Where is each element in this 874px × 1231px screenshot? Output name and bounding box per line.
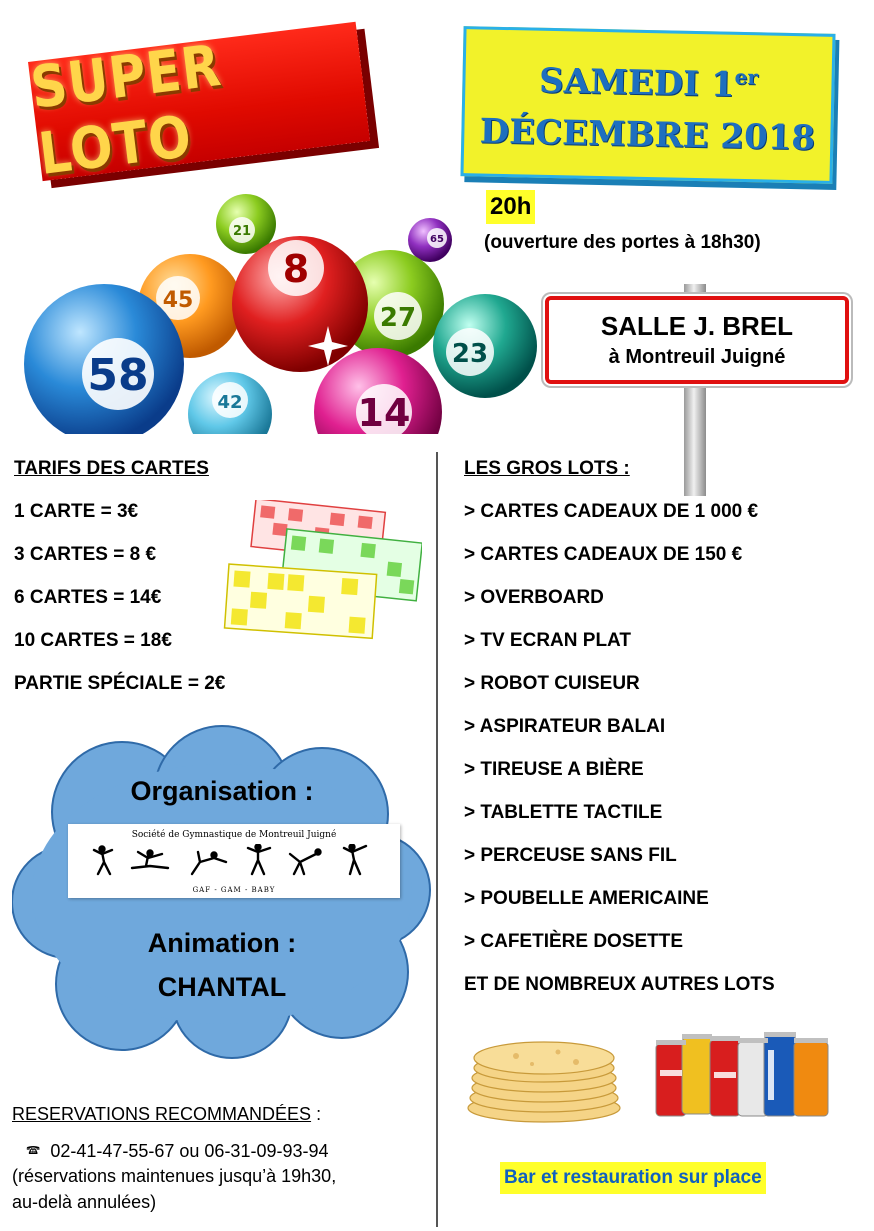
tarif-item: 1 CARTE = 3€ [14, 501, 139, 522]
ball-8 [232, 236, 368, 372]
date-line-2: DÉCEMBRE 2018 [479, 111, 816, 159]
super-loto-banner [28, 21, 381, 191]
animation-name: CHANTAL [157, 972, 287, 1002]
venue-sign [545, 296, 849, 384]
ball-42 [188, 372, 272, 434]
prize-item: > TABLETTE TACTILE [464, 802, 663, 823]
organisation-cloud [12, 722, 432, 1062]
prize-item: > TIREUSE A BIÈRE [464, 759, 644, 780]
prize-item: > POUBELLE AMERICAINE [464, 888, 709, 909]
reservations-heading: RESERVATIONS RECOMMANDÉES [12, 1104, 312, 1124]
ball-label: 23 [451, 339, 489, 369]
tarif-item: 10 CARTES = 18€ [14, 630, 172, 651]
phone-icon: 🕿 [26, 1140, 41, 1162]
crepes-icon [466, 1026, 622, 1124]
reservation-note-1: (réservations maintenues jusqu’à 19h30, [12, 1166, 337, 1186]
ball-label: 14 [357, 391, 411, 434]
ball-label: 58 [87, 350, 149, 401]
prize-item: > PERCEUSE SANS FIL [464, 845, 677, 866]
column-divider [436, 452, 438, 1227]
club-name: Société de Gymnastique de Montreuil Juigné [131, 830, 337, 840]
ball-label: 65 [430, 234, 444, 245]
date-ordinal: er [734, 64, 759, 90]
date-box [460, 26, 835, 184]
prizes-section [464, 458, 775, 1006]
tarifs-heading: TARIFS DES CARTES [14, 458, 209, 479]
ball-label: 27 [379, 303, 417, 333]
prize-item: > CARTES CADEAUX DE 1 000 € [464, 501, 759, 522]
organisation-label: Organisation : [130, 776, 314, 806]
tarif-item: 6 CARTES = 14€ [14, 587, 162, 608]
banner-face [27, 22, 370, 188]
venue-name: SALLE J. BREL [600, 311, 794, 341]
bar-restauration-banner: Bar et restauration sur place [500, 1162, 766, 1194]
ball-65 [408, 218, 452, 262]
phone-numbers[interactable]: 02-41-47-55-67 ou 06-31-09-93-94 [50, 1141, 329, 1161]
doors-opening: (ouverture des portes à 18h30) [484, 232, 761, 253]
soda-cans-icon [652, 1030, 834, 1120]
club-logo [68, 824, 400, 898]
venue-city: à Montreuil Juigné [608, 346, 786, 368]
prize-item: > OVERBOARD [464, 587, 604, 608]
date-day: SAMEDI 1 [538, 60, 735, 105]
reservations-heading-line [12, 1104, 321, 1125]
tarif-item: PARTIE SPÉCIALE = 2€ [14, 673, 226, 694]
reservations-heading-colon: : [311, 1104, 322, 1124]
club-sections: GAF - GAM - BABY [192, 886, 276, 894]
prize-item: > CARTES CADEAUX DE 150 € [464, 544, 743, 565]
reservations-section [12, 1104, 337, 1212]
reservation-note-2: au-delà annulées) [12, 1192, 157, 1212]
date-line-1 [539, 47, 759, 112]
prize-item: ET DE NOMBREUX AUTRES LOTS [464, 974, 775, 995]
tarifs-section [14, 458, 225, 705]
prize-item: > ASPIRATEUR BALAI [464, 716, 666, 737]
ball-label: 21 [232, 224, 252, 239]
ball-label: 8 [282, 247, 310, 291]
balls-svg [0, 186, 560, 434]
gymnasts-icon [88, 844, 380, 878]
start-time: 20h [486, 190, 535, 224]
ball-label: 45 [162, 288, 194, 313]
ball-23 [433, 294, 537, 398]
prizes-heading: LES GROS LOTS : [464, 458, 630, 479]
prize-item: > CAFETIÈRE DOSETTE [464, 931, 684, 952]
phone-line [26, 1140, 329, 1163]
animation-label: Animation : [147, 928, 297, 958]
banner-title: SUPER LOTO [27, 32, 225, 188]
bingo-cards-icon [222, 500, 422, 650]
tarif-item: 3 CARTES = 8 € [14, 544, 157, 565]
ball-label: 42 [217, 392, 243, 413]
prize-item: > ROBOT CUISEUR [464, 673, 640, 694]
lottery-balls-illustration [0, 186, 560, 434]
prize-item: > TV ECRAN PLAT [464, 630, 631, 651]
